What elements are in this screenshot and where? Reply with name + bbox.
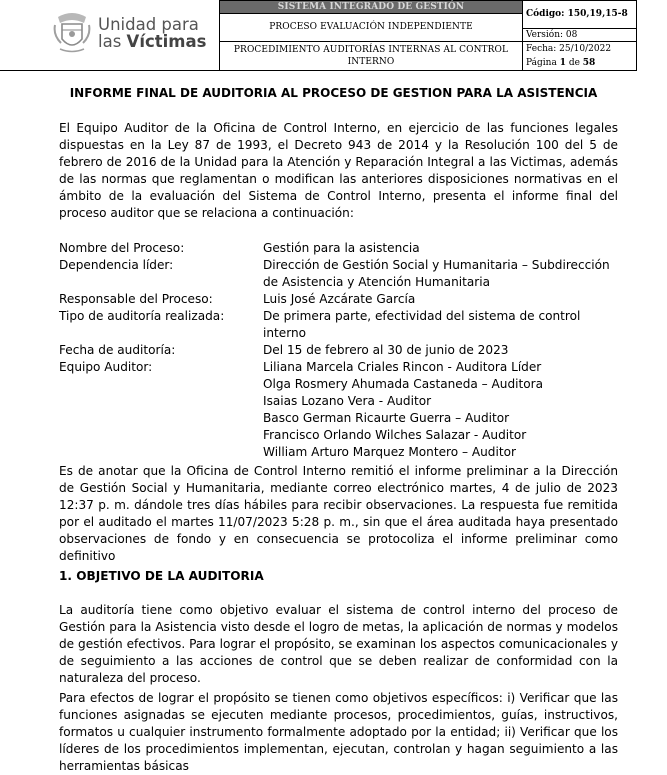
procedure-name: PROCEDIMIENTO AUDITORÍAS INTERNAS AL CONTROL INTERNO [220, 41, 523, 70]
meta-row: Responsable del Proceso: Luis José Azcárate García [59, 292, 416, 306]
logo-cell [0, 1, 220, 71]
team-member: Olga Rosmery Ahumada Castaneda – Auditora [263, 377, 544, 391]
logo-line-1: Unidad para [98, 14, 199, 34]
unidad-victimas-logo [52, 11, 206, 55]
logo-line-2-bold: Víctimas [126, 31, 207, 51]
meta-row: Tipo de auditoría realizada: De primera parte, efectividad del sistema de control interno [59, 309, 581, 340]
doc-version: Versión: 08 [523, 28, 637, 41]
team-member: Isaias Lozano Vera - Auditor [263, 394, 432, 408]
logo-line-2-prefix: las [98, 31, 127, 51]
preliminary-report-note: Es de anotar que la Oficina de Control Interno remitió el informe preliminar a la Dirección de Gestión Social y Humanitaria, mediante correo electrónico martes, 4 de julio de 2023 12:37 p. m. dándole tres días hábiles para recibir observaciones. La respuesta fue remitida por el auditado el martes 11/07/2023 5:28 p. m., sin que el área auditada haya presentado observaciones de fondo y en consecuencia se protocoliza el informe preliminar como definitivo [59, 464, 618, 563]
team-member: Basco German Ricaurte Guerra – Auditor [263, 411, 510, 425]
process-metadata [59, 240, 618, 461]
meta-row: Equipo Auditor: Liliana Marcela Criales Rincon - Auditora Líder [59, 360, 542, 374]
process-name: PROCESO EVALUACIÓN INDEPENDIENTE [220, 14, 523, 42]
meta-row: Nombre del Proceso: Gestión para la asistencia [59, 241, 420, 255]
specific-objectives-paragraph: Para efectos de lograr el propósito se tienen como objetivos específicos: i) Verificar que las funciones asignadas se ejecuten mediante procesos, procedimientos, guías, instructivos, formatos u cualquier instrumento formalmente adoptado por la entidad; ii) Verificar que los líderes de los procedimientos implementan, ejecutan, controlan y hagan seguimiento a las herramientas básicas [59, 691, 618, 773]
date-and-page [523, 41, 637, 70]
page-indicator: Página 1 de 58 [526, 57, 596, 68]
team-member: William Arturo Marquez Montero – Auditor [263, 445, 516, 459]
system-title: SISTEMA INTEGRADO DE GESTIÓN [220, 1, 523, 14]
doc-date: Fecha: 25/10/2022 [526, 43, 612, 54]
intro-paragraph: El Equipo Auditor de la Oficina de Control Interno, en ejercicio de las funciones legales dispuestas en la Ley 87 de 1993, el Decreto 943 de 2014 y la Resolución 100 del 5 de febrero de 2016 de la Unidad para la Atención y Reparación Integral a las Victimas, además de las normas que reglamentan o modifican las anteriores disposiciones normativas en el ámbito de la evaluación del Sistema de Control Interno, presenta el informe final del proceso auditor que se relaciona a continuación: [59, 121, 618, 220]
coat-of-arms-icon [52, 11, 92, 55]
meta-row: Fecha de auditoría: Del 15 de febrero al 30 de junio de 2023 [59, 343, 509, 357]
doc-code: Código: 150,19,15-8 [523, 1, 637, 29]
report-title: INFORME FINAL DE AUDITORIA AL PROCESO DE GESTION PARA LA ASISTENCIA [69, 86, 598, 100]
document-header [0, 0, 637, 71]
meta-row: Dependencia líder: Dirección de Gestión Social y Humanitaria – Subdirección de Asistencia y Atención Humanitaria [59, 258, 610, 289]
objective-paragraph: La auditoría tiene como objetivo evaluar el sistema de control interno del proceso de Gestión para la Asistencia visto desde el logro de metas, la aplicación de normas y modelos de gestión efectivos. Para lograr el propósito, se examinan los aspectos comunicacionales y de seguimiento a las acciones de control que se deben realizar de conformidad con la naturaleza del proceso. [59, 603, 618, 685]
team-member: Francisco Orlando Wilches Salazar - Auditor [263, 428, 527, 442]
section-heading: 1. OBJETIVO DE LA AUDITORIA [59, 569, 264, 583]
